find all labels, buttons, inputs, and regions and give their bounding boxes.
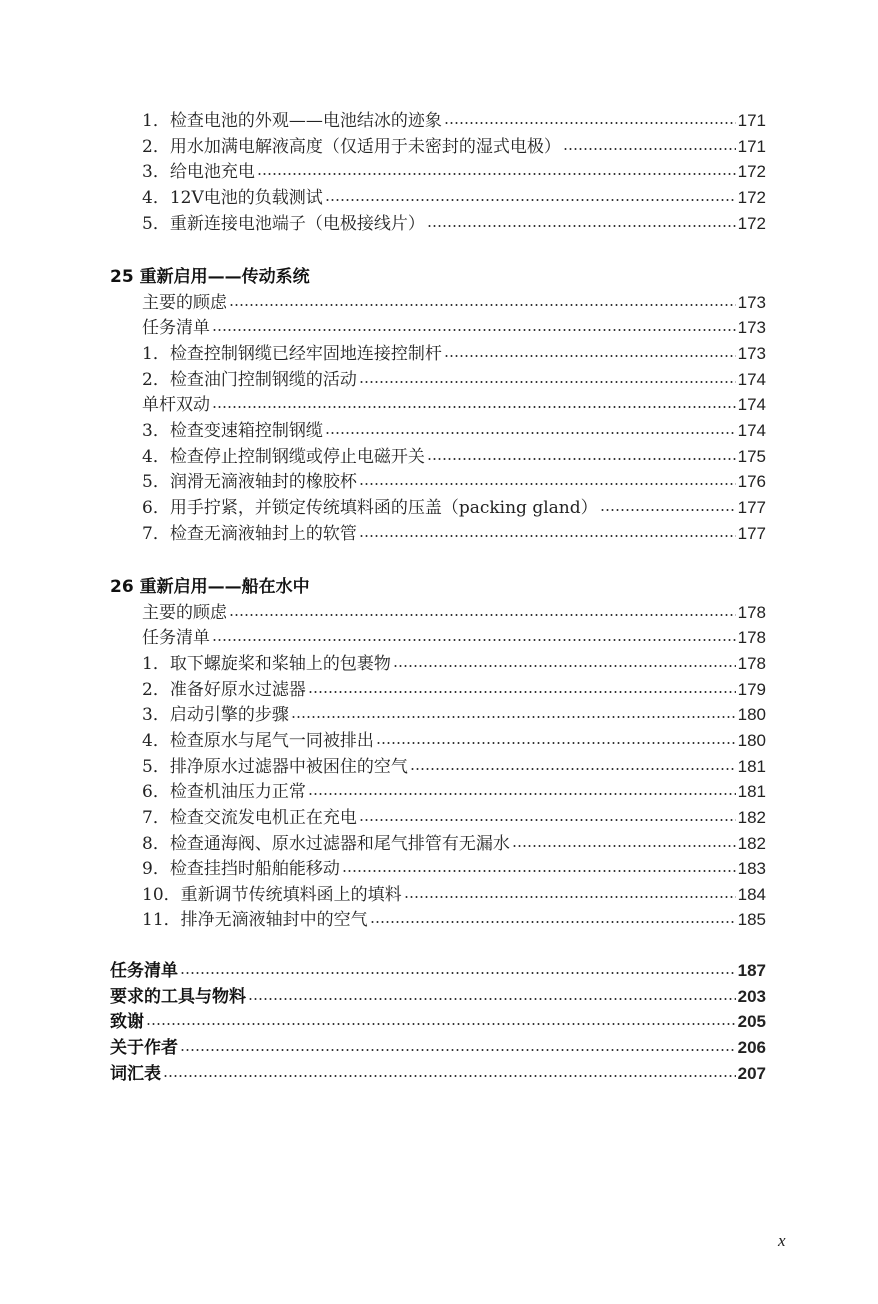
- dot-leader: [359, 819, 736, 821]
- toc-entry-page: 173: [737, 293, 766, 312]
- dot-leader: [427, 225, 736, 227]
- toc-entry-page: 182: [737, 834, 766, 853]
- dot-leader: [563, 148, 736, 150]
- dot-leader: [370, 921, 736, 923]
- dot-leader: [325, 432, 736, 434]
- dot-leader: [444, 122, 736, 124]
- toc-entry-page: 206: [737, 1038, 766, 1057]
- toc-entry-title: 5．重新连接电池端子（电极接线片）: [142, 214, 425, 234]
- dot-leader: [404, 896, 736, 898]
- toc-entry-title: 4．检查原水与尾气一同被排出: [142, 731, 374, 751]
- chapter-heading[interactable]: 25 重新启用——传动系统: [110, 267, 310, 287]
- toc-entry[interactable]: [142, 393, 766, 417]
- toc-entry[interactable]: [142, 212, 766, 236]
- dot-leader: [248, 998, 736, 1000]
- toc-entry-page: 182: [737, 808, 766, 827]
- toc-entry-title: 3．给电池充电: [142, 162, 255, 182]
- toc-entry[interactable]: [142, 368, 766, 392]
- dot-leader: [291, 716, 736, 718]
- toc-entry-title: 致谢: [110, 1012, 144, 1032]
- toc-entry-title: 任务清单: [142, 628, 210, 648]
- toc-entry-page: 172: [737, 188, 766, 207]
- toc-entry-title: 2．准备好原水过滤器: [142, 680, 306, 700]
- dot-leader: [393, 665, 736, 667]
- toc-entry[interactable]: [142, 160, 766, 184]
- toc-entry-title: 主要的顾虑: [142, 603, 227, 623]
- toc-entry-page: 187: [737, 961, 766, 980]
- toc-entry[interactable]: [142, 729, 766, 753]
- toc-entry[interactable]: [142, 755, 766, 779]
- toc-entry-title: 6．检查机油压力正常: [142, 782, 306, 802]
- toc-entry-page: 171: [737, 111, 766, 130]
- back-matter-entry[interactable]: [110, 1010, 766, 1034]
- dot-leader: [308, 691, 736, 693]
- toc-entry-page: 174: [737, 395, 766, 414]
- dot-leader: [600, 509, 736, 511]
- toc-entry-page: 178: [737, 654, 766, 673]
- dot-leader: [308, 793, 736, 795]
- toc-entry[interactable]: [142, 806, 766, 830]
- dot-leader: [163, 1075, 736, 1077]
- toc-entry-title: 任务清单: [110, 961, 178, 981]
- dot-leader: [180, 1049, 736, 1051]
- toc-entry-title: 5．润滑无滴液轴封的橡胶杯: [142, 472, 357, 492]
- toc-entry[interactable]: [142, 908, 766, 932]
- toc-entry-title: 3．启动引擎的步骤: [142, 705, 289, 725]
- toc-entry-page: 171: [737, 137, 766, 156]
- toc-entry-title: 4．检查停止控制钢缆或停止电磁开关: [142, 447, 425, 467]
- toc-entry-title: 主要的顾虑: [142, 293, 227, 313]
- toc-entry[interactable]: [142, 316, 766, 340]
- toc-entry-page: 173: [737, 344, 766, 363]
- toc-entry-page: 181: [737, 757, 766, 776]
- toc-entry-title: 3．检查变速箱控制钢缆: [142, 421, 323, 441]
- toc-entry-title: 1．检查控制钢缆已经牢固地连接控制杆: [142, 344, 442, 364]
- toc-entry-page: 172: [737, 162, 766, 181]
- toc-entry-page: 173: [737, 318, 766, 337]
- toc-entry-title: 要求的工具与物料: [110, 987, 246, 1007]
- dot-leader: [512, 845, 736, 847]
- dot-leader: [410, 768, 736, 770]
- toc-entry-title: 6．用手拧紧，并锁定传统填料函的压盖（packing gland）: [142, 498, 598, 518]
- toc-entry-page: 183: [737, 859, 766, 878]
- toc-entry[interactable]: [142, 522, 766, 546]
- dot-leader: [212, 406, 736, 408]
- toc-entry[interactable]: [142, 186, 766, 210]
- toc-entry[interactable]: [142, 832, 766, 856]
- toc-entry[interactable]: [142, 678, 766, 702]
- toc-entry[interactable]: [142, 703, 766, 727]
- dot-leader: [146, 1023, 736, 1025]
- toc-entry-title: 关于作者: [110, 1038, 178, 1058]
- toc-entry-title: 1．检查电池的外观——电池结冰的迹象: [142, 111, 442, 131]
- toc-entry[interactable]: [142, 342, 766, 366]
- toc-entry-title: 4．12V电池的负载测试: [142, 188, 323, 208]
- toc-entry-title: 单杆双动: [142, 395, 210, 415]
- dot-leader: [325, 199, 736, 201]
- toc-entry-title: 9．检查挂挡时船舶能移动: [142, 859, 340, 879]
- toc-entry[interactable]: [142, 419, 766, 443]
- toc-entry-page: 207: [737, 1064, 766, 1083]
- toc-entry-page: 172: [737, 214, 766, 233]
- toc-entry[interactable]: [142, 652, 766, 676]
- toc-entry-page: 184: [737, 885, 766, 904]
- toc-entry-title: 2．用水加满电解液高度（仅适用于未密封的湿式电极）: [142, 137, 561, 157]
- toc-entry-title: 1．取下螺旋桨和桨轴上的包裹物: [142, 654, 391, 674]
- dot-leader: [212, 329, 736, 331]
- toc-entry-page: 181: [737, 782, 766, 801]
- toc-entry-title: 词汇表: [110, 1064, 161, 1084]
- dot-leader: [212, 639, 736, 641]
- toc-entry-page: 175: [737, 447, 766, 466]
- toc-entry[interactable]: [142, 109, 766, 133]
- toc-entry[interactable]: [142, 470, 766, 494]
- toc-entry[interactable]: [142, 291, 766, 315]
- dot-leader: [359, 381, 736, 383]
- back-matter-entry[interactable]: [110, 1062, 766, 1086]
- toc-entry[interactable]: [142, 601, 766, 625]
- dot-leader: [444, 355, 736, 357]
- dot-leader: [229, 614, 736, 616]
- toc-entry[interactable]: [142, 496, 766, 520]
- toc-entry-page: 179: [737, 680, 766, 699]
- toc-entry-page: 203: [737, 987, 766, 1006]
- toc-entry[interactable]: [142, 445, 766, 469]
- toc-entry[interactable]: [142, 135, 766, 159]
- toc-entry-page: 180: [737, 705, 766, 724]
- toc-entry[interactable]: [142, 780, 766, 804]
- dot-leader: [342, 870, 736, 872]
- toc-entry-page: 180: [737, 731, 766, 750]
- toc-entry-page: 185: [737, 910, 766, 929]
- dot-leader: [180, 972, 736, 974]
- toc-entry-page: 205: [737, 1012, 766, 1031]
- toc-entry-page: 176: [737, 472, 766, 491]
- dot-leader: [427, 458, 736, 460]
- toc-entry[interactable]: [142, 857, 766, 881]
- toc-entry-page: 178: [737, 628, 766, 647]
- dot-leader: [257, 173, 736, 175]
- toc-entry-title: 7．检查交流发电机正在充电: [142, 808, 357, 828]
- toc-entry-title: 5．排净原水过滤器中被困住的空气: [142, 757, 408, 777]
- dot-leader: [229, 304, 736, 306]
- toc-entry-title: 任务清单: [142, 318, 210, 338]
- toc-entry[interactable]: [142, 883, 766, 907]
- chapter-heading[interactable]: 26 重新启用——船在水中: [110, 577, 310, 597]
- back-matter-entry[interactable]: [110, 1036, 766, 1060]
- toc-entry-page: 174: [737, 370, 766, 389]
- page-number: x: [778, 1231, 786, 1250]
- toc-entry-page: 177: [737, 498, 766, 517]
- toc-entry-page: 178: [737, 603, 766, 622]
- dot-leader: [359, 535, 736, 537]
- toc-entry-title: 11．排净无滴液轴封中的空气: [142, 910, 368, 930]
- toc-entry-title: 8．检查通海阀、原水过滤器和尾气排管有无漏水: [142, 834, 510, 854]
- dot-leader: [359, 483, 736, 485]
- toc-entry-page: 174: [737, 421, 766, 440]
- back-matter-entry[interactable]: [110, 985, 766, 1009]
- toc-entry-page: 177: [737, 524, 766, 543]
- toc-entry[interactable]: [142, 626, 766, 650]
- dot-leader: [376, 742, 736, 744]
- back-matter-entry[interactable]: [110, 959, 766, 983]
- toc-entry-title: 2．检查油门控制钢缆的活动: [142, 370, 357, 390]
- toc-entry-title: 10．重新调节传统填料函上的填料: [142, 885, 402, 905]
- toc-entry-title: 7．检查无滴液轴封上的软管: [142, 524, 357, 544]
